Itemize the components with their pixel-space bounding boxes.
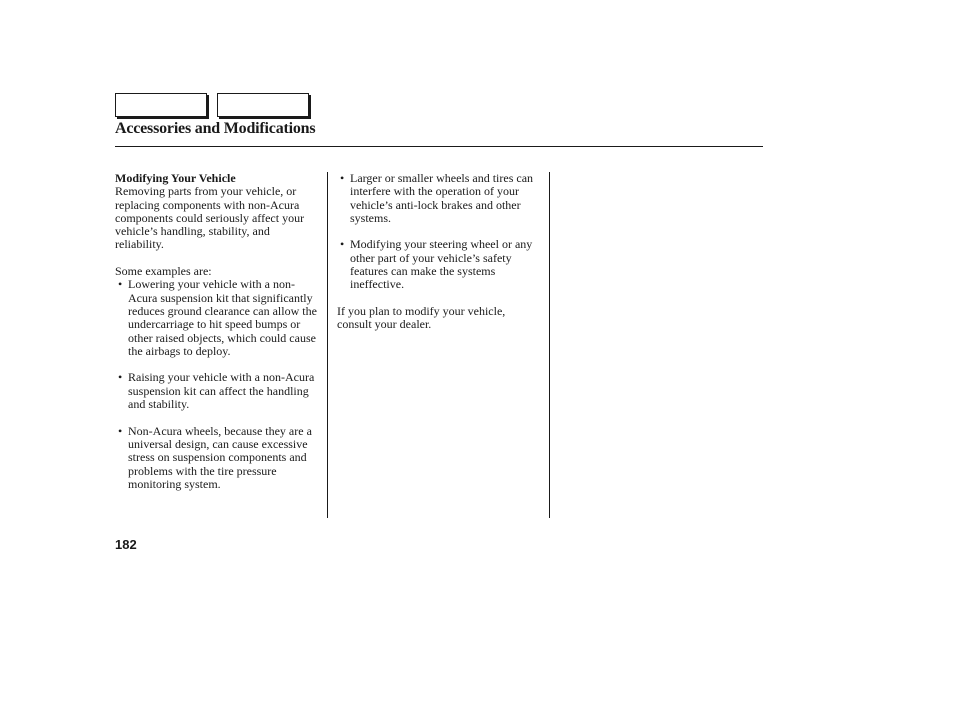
section-heading: Modifying Your Vehicle: [115, 171, 236, 185]
list-item: [337, 238, 542, 291]
nav-tab-box[interactable]: [115, 93, 207, 117]
list-item-text: Non-Acura wheels, because they are a universal design, can cause excessive stress on suspension components and problems with the tire pressure monitoring system.: [128, 423, 312, 491]
bullet-icon: •: [118, 370, 123, 385]
closing-paragraph: If you plan to modify your vehicle, consult your dealer.: [337, 303, 506, 332]
examples-label: Some examples are:: [115, 264, 212, 279]
list-item: [115, 371, 320, 411]
bullet-icon: •: [118, 277, 123, 292]
text-column-left: [115, 172, 320, 491]
page-number: 182: [115, 537, 137, 552]
bullet-icon: •: [340, 237, 345, 252]
examples-list-continued: [337, 172, 542, 292]
intro-paragraph: Removing parts from your vehicle, or replacing components with non-Acura components could seriously affect your vehicle’s handling, stability, and reliability.: [115, 184, 305, 252]
nav-tab-box[interactable]: [217, 93, 309, 117]
list-item: [337, 172, 542, 225]
column-divider: [549, 172, 550, 518]
examples-list: [115, 278, 320, 491]
list-item-text: Larger or smaller wheels and tires can interfere with the operation of your vehicle’s anti-lock brakes and other systems.: [350, 171, 534, 225]
column-divider: [327, 172, 328, 518]
list-item-text: Lowering your vehicle with a non-Acura suspension kit that significantly reduces ground clearance can allow the undercarriage to hit speed bumps or other raised objects, which could cause the airbags to deploy.: [128, 277, 317, 358]
list-item-text: Modifying your steering wheel or any other part of your vehicle’s safety features can make the systems ineffective.: [350, 237, 533, 292]
bullet-icon: •: [118, 423, 123, 438]
text-column-right: [337, 172, 542, 332]
list-item-text: Raising your vehicle with a non-Acura suspension kit can affect the handling and stability.: [128, 370, 315, 412]
bullet-icon: •: [340, 171, 345, 185]
page-title: Accessories and Modifications: [115, 120, 316, 137]
list-item: [115, 278, 320, 358]
list-item: [115, 425, 320, 491]
title-divider: [115, 146, 763, 147]
